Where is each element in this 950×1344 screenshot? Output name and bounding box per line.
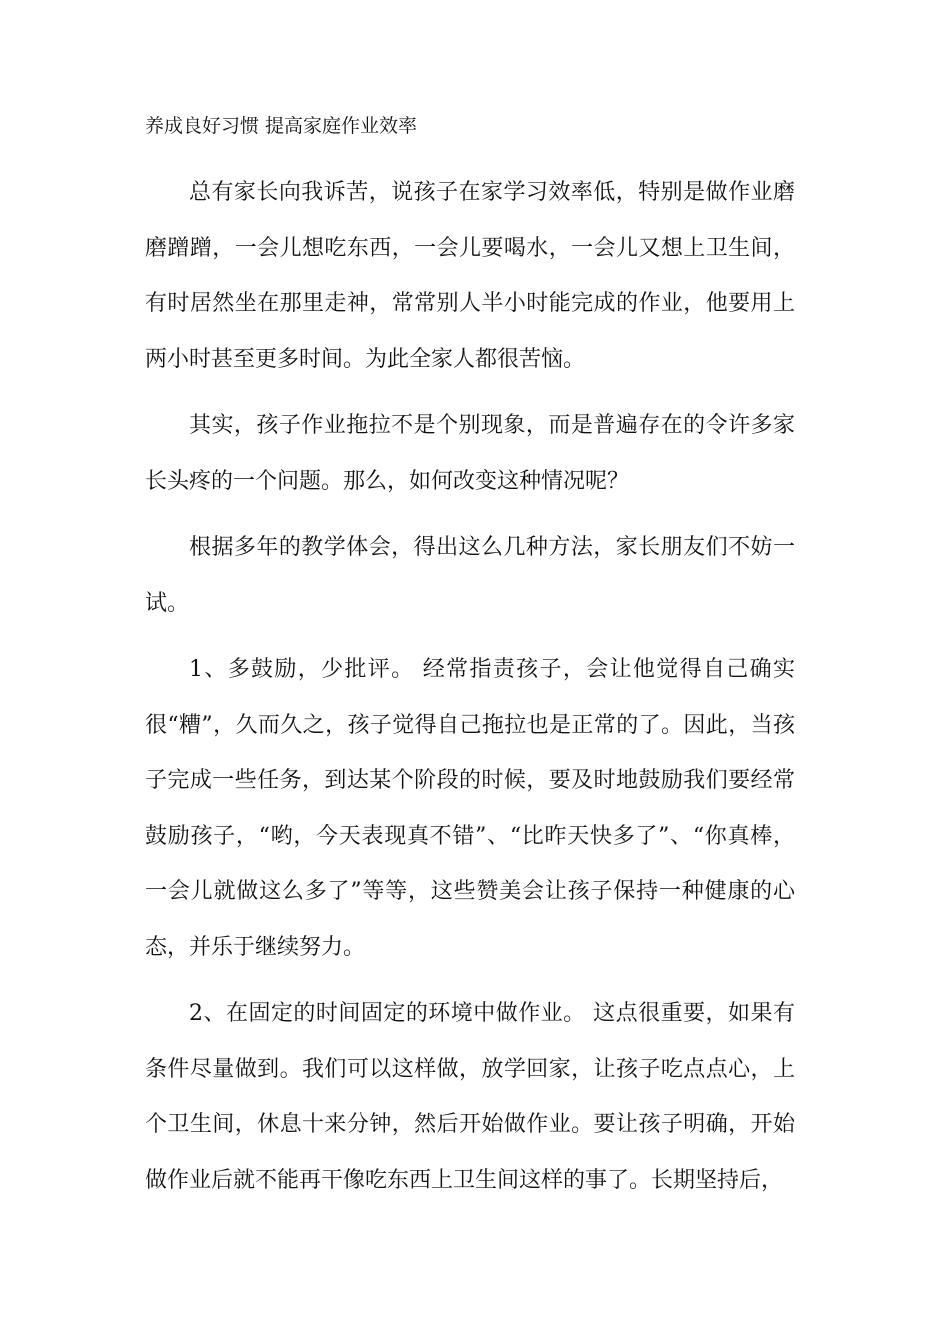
paragraph-4: 1、多鼓励，少批评。 经常指责孩子，会让他觉得自己确实很“糟”，久而久之，孩子觉得自己拖拉也是正常的了。因此，当孩子完成一些任务，到达某个阶段的时候，要及时地鼓励我们要经常鼓励孩子，“哟，今天表现真不错”、“比昨天快多了”、“你真棒，一会儿就做这么多了”等等，这些赞美会让孩子保持一种健康的心态，并乐于继续努力。: [145, 657, 795, 960]
paragraph-5: 2、在固定的时间固定的环境中做作业。 这点很重要，如果有条件尽量做到。我们可以这样做，放学回家，让孩子吃点点心，上个卫生间，休息十来分钟，然后开始做作业。要让孩子明确，开始做作业后就不能再干像吃东西上卫生间这样的事了。长期坚持后，: [145, 1001, 795, 1193]
document-body: [145, 165, 795, 1219]
document-title: 养成良好习惯 提高家庭作业效率: [145, 115, 418, 137]
paragraph-2: 其实，孩子作业拖拉不是个别现象，而是普遍存在的令许多家长头疼的一个问题。那么，如何改变这种情况呢？: [145, 413, 795, 494]
paragraph-3: 根据多年的教学体会，得出这么几种方法，家长朋友们不妨一试。: [145, 535, 795, 616]
paragraph-1: 总有家长向我诉苦，说孩子在家学习效率低，特别是做作业磨磨蹭蹭，一会儿想吃东西，一会儿要喝水，一会儿又想上卫生间，有时居然坐在那里走神，常常别人半小时能完成的作业，他要用上两小时甚至更多时间。为此全家人都很苦恼。: [145, 180, 795, 372]
